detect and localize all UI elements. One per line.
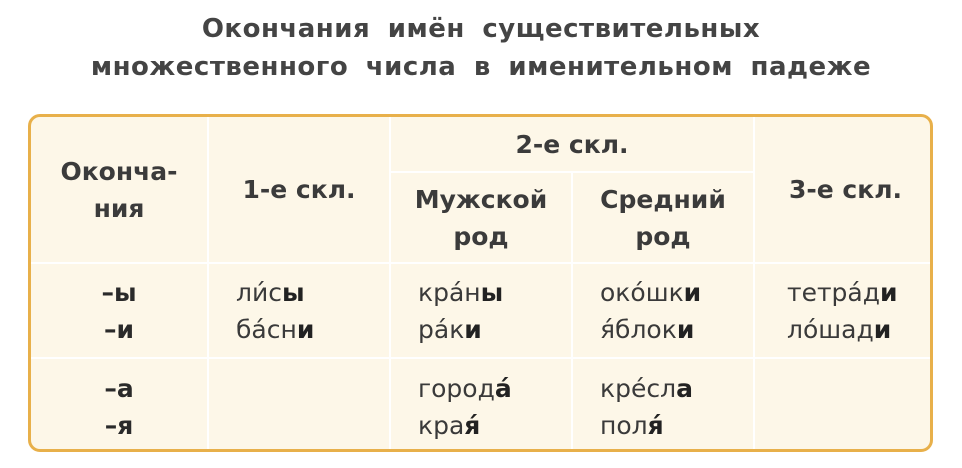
header-decl-3-label: 3-е скл. (788, 175, 903, 204)
header-neuter-line-2: род (635, 221, 691, 251)
word-ending: и (873, 314, 892, 344)
word-stem: ба́сн (236, 314, 297, 344)
word-stem: кра (418, 411, 465, 440)
word-ending: а (676, 374, 693, 403)
header-endings (31, 117, 207, 262)
header-decl-3 (755, 117, 933, 262)
ending-label: –а (104, 374, 134, 403)
word-ending: я́ (464, 411, 481, 440)
word-ending: а́ (494, 374, 512, 403)
word-stem: город (418, 374, 495, 403)
ending-label: –я (104, 411, 134, 440)
word-stem: ра́к (418, 314, 465, 344)
example-word (600, 370, 693, 407)
row-2-decl-3-empty (755, 359, 933, 452)
header-decl-2 (391, 117, 753, 171)
example-word (600, 311, 694, 348)
row-1-neuter (573, 264, 753, 357)
row-1-decl-3 (755, 264, 933, 357)
endings-table (28, 114, 933, 452)
row-2-masculine (391, 359, 571, 452)
page-title (0, 10, 962, 86)
row-1-endings (31, 264, 207, 357)
header-endings-line-1: Оконча- (60, 156, 178, 186)
header-masculine (391, 173, 571, 262)
header-decl-2-label: 2-е скл. (515, 129, 629, 159)
row-1-masculine (391, 264, 571, 357)
row-2-neuter (573, 359, 753, 452)
header-masculine-line-2: род (453, 221, 509, 251)
word-stem: ли́с (236, 277, 282, 307)
header-decl-1-label: 1-е скл. (242, 175, 356, 204)
row-2-decl-1-empty (209, 359, 389, 452)
header-endings-line-2: ния (93, 193, 145, 223)
title-line-1: Окончания имён существительных (201, 14, 761, 44)
example-word (418, 311, 482, 348)
word-stem: кре́сл (600, 374, 677, 403)
row-2-endings (31, 359, 207, 452)
example-word (418, 370, 512, 407)
word-ending: и (879, 277, 898, 307)
word-stem: кра́н (418, 277, 481, 307)
word-stem: ло́шад (787, 314, 874, 344)
word-ending: я́ (647, 411, 664, 440)
header-masculine-line-1: Мужской (414, 184, 548, 214)
row-1-decl-1 (209, 264, 389, 357)
word-ending: и (296, 314, 315, 344)
example-word (236, 311, 314, 348)
ending-label: –ы (101, 277, 137, 307)
header-decl-1 (209, 117, 389, 262)
word-stem: око́шк (600, 277, 684, 307)
example-word (236, 274, 305, 311)
example-word (600, 274, 701, 311)
word-stem: я́блок (600, 314, 677, 344)
word-ending: и (683, 277, 702, 307)
example-word (600, 407, 664, 444)
word-ending: ы (281, 277, 305, 307)
word-ending: ы (480, 277, 504, 307)
title-line-2: множественного числа в именительном падеже (90, 52, 872, 82)
word-stem: тетра́д (787, 277, 880, 307)
header-neuter (573, 173, 753, 262)
word-ending: и (464, 314, 482, 344)
example-word (418, 407, 480, 444)
word-stem: пол (600, 411, 648, 440)
example-word (787, 311, 891, 348)
header-neuter-line-1: Средний (600, 184, 726, 214)
word-ending: и (676, 314, 695, 344)
example-word (418, 274, 503, 311)
example-word (787, 274, 898, 311)
ending-label: –и (103, 314, 135, 344)
